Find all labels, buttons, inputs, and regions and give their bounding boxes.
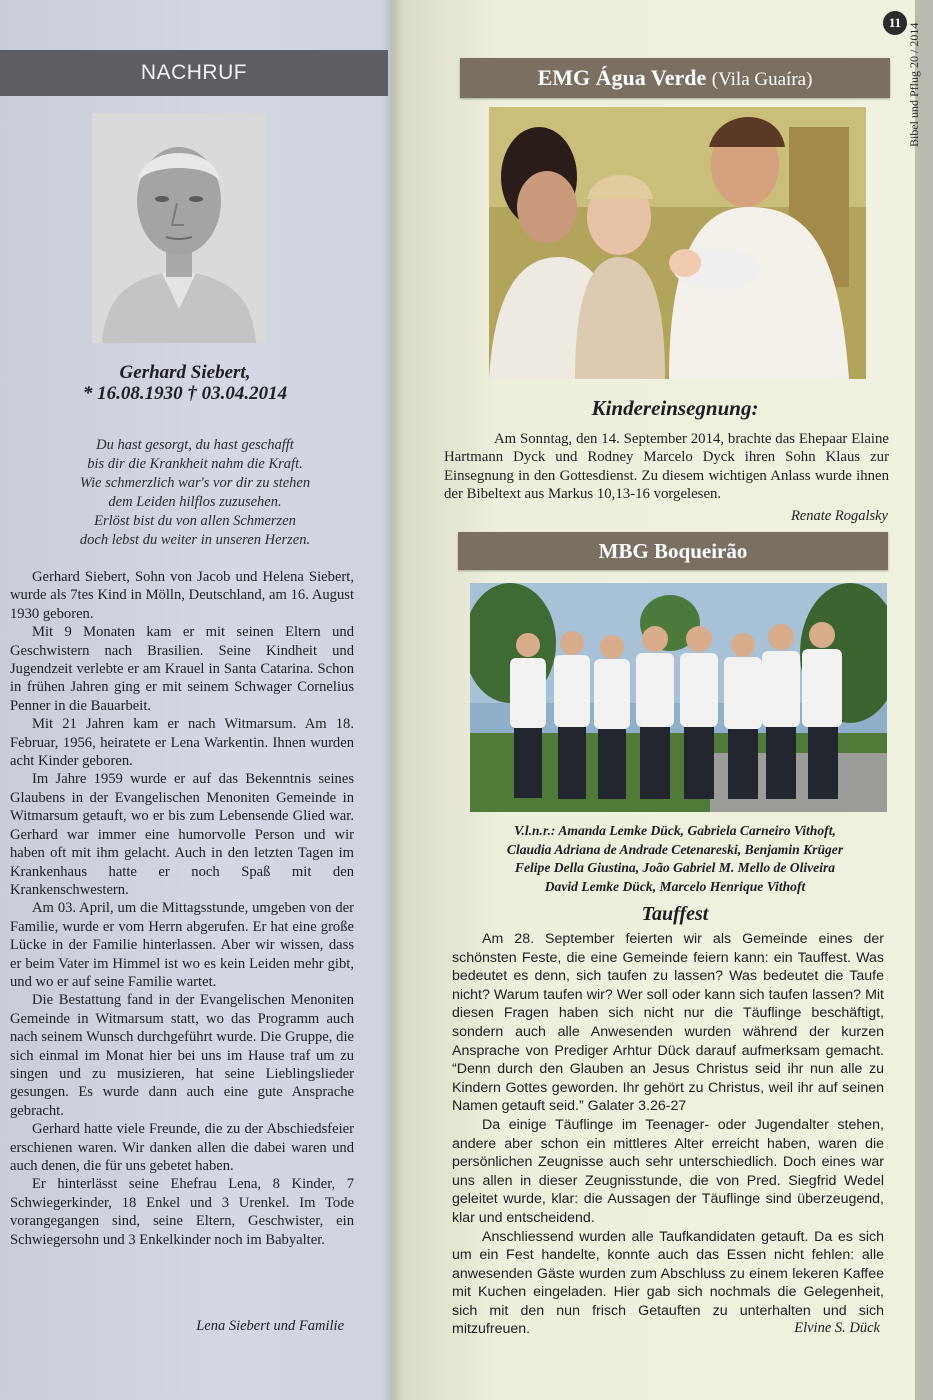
- obituary-paragraph: Die Bestattung fand in der Evangelischen Menoniten Gemeinde in Witmarsum statt, wo das Programm auch nach seinem Wunsch durchgeführt wurde. Die Gruppe, die sich einmal im Monat hier bei uns im Hause traf um zu singen und zu musizieren, hat seine Lieblingslieder gesungen. Es wurde dann auch eine gute Ansprache gebracht.: [10, 992, 354, 1119]
- photo-caption: [460, 822, 890, 896]
- running-head: Bibel und Pflug 20 / 2014: [907, 22, 921, 147]
- poem-line: Wie schmerzlich war's vor dir zu stehen: [79, 475, 311, 491]
- tauffest-paragraph: Da einige Täuflinge im Teenager- oder Jugendalter stehen, andere aber schon ein mittleres Alter erreicht haben, waren die persönlichen Zeugnisse auch sehr unterschiedlich. Doch eines war uns allen in dieser Zeugnisstunde, die von Pred. Siegfrid Wedel geleitet wurde, klar: die Aussagen der Täuflinge sind überzeugend, klar und entscheidend.: [452, 1116, 884, 1226]
- page-number-badge: 11: [883, 11, 907, 35]
- poem-line: dem Leiden hilflos zuzusehen.: [108, 494, 282, 510]
- deceased-dates: * 16.08.1930 † 03.04.2014: [82, 383, 288, 404]
- portrait-photo: [92, 113, 266, 343]
- obituary-signature: Lena Siebert und Familie: [196, 1318, 344, 1334]
- obituary-paragraph: Mit 9 Monaten kam er mit seinen Eltern und Geschwistern nach Brasilien. Seine Kindheit und Jugendzeit verlebte er am Krauel in Santa Catarina. Schon in frühen Jahren ging er mit seinem Schwager Cornelius Penner in die Bauarbeit.: [10, 624, 354, 714]
- family-image: [489, 107, 866, 379]
- page-edge: [915, 0, 933, 1400]
- poem-line: doch lebst du weiter in unseren Herzen.: [79, 532, 311, 548]
- section-title-sub: (Vila Guaíra): [711, 69, 813, 90]
- caption-line: David Lemke Dück, Marcelo Henrique Vithoft: [544, 878, 806, 894]
- obituary-paragraph: Er hinterlässt seine Ehefrau Lena, 8 Kinder, 7 Schwiegerkinder, 18 Enkel und 3 Urenkel. Im Tode vorangegangen sind, seine Eltern, Geschwister, ein Schwiegersohn und 3 Enkelkinder noch im Babyalter.: [10, 1176, 354, 1248]
- section-title-mbg: MBG Boqueirão: [458, 532, 888, 570]
- obituary-paragraph: Mit 21 Jahren kam er nach Witmarsum. Am 18. Februar, 1956, heiratete er Lena Warkentin. Ihnen wurden acht Kinder geboren.: [10, 716, 354, 770]
- section-title-main: EMG Água Verde: [537, 65, 707, 90]
- deceased-name: Gerhard Siebert,: [119, 362, 251, 383]
- spine-shadow: [382, 0, 404, 1400]
- kindereinsegnung-heading: Kindereinsegnung:: [591, 396, 759, 420]
- tauffest-paragraph: Am 28. September feierten wir als Gemeinde eines der schönsten Feste, die eine Gemeinde feiern kann: ein Tauffest. Was bedeutet es denn, sich taufen zu lassen? Was bedeutet die Taufe nicht? Warum taufen wir? Wer soll oder kann sich taufen lassen? Mit diesen Fragen haben sich nicht nur die Täuflinge beschäftigt, sondern auch alle Anwesenden wurden während der kurzen Ansprache von Prediger Arhtur Dück darauf aufmerksam gemacht. “Denn durch den Glauben an Jesus Christus seid ihr nun alle zu Kindern Gottes geworden. Ihr gehört zu Christus, weil ihr auf seinen Namen getauft seid.” Galater 3.26-27: [452, 931, 884, 1115]
- obituary-paragraph: Gerhard Siebert, Sohn von Jacob und Helena Siebert, wurde als 7tes Kind in Mölln, Deutschland, am 16. August 1930 geboren.: [10, 569, 354, 622]
- obituary-paragraph: Im Jahre 1959 wurde er auf das Bekenntnis seines Glaubens in der Evangelischen Menoniten Gemeinde in Witmarsum getauft, wo er bis zum Lebensende Glied war. Gerhard war immer eine humorvolle Person und wir haben oft mit ihm gelacht. Auch in den letzten Tagen im Krankenhaus hatte er noch Spaß mit den Krankenschwestern.: [10, 771, 354, 898]
- caption-line: V.l.n.r.: Amanda Lemke Dück, Gabriela Carneiro Vithoft,: [514, 823, 836, 838]
- caption-line: Felipe Della Giustina, João Gabriel M. Mello de Oliveira: [514, 860, 836, 875]
- obituary-text: [10, 568, 354, 1249]
- group-image: [470, 583, 887, 812]
- obituary-paragraph: Am 03. April, um die Mittagsstunde, umgeben von der Familie, wurde er vom Herrn abgerufen. Er hat eine große Lücke in der Familie hinterlassen. Aber wir wissen, dass er beim Vater im Himmel ist wo es kein Leiden mehr gibt, und wo er auf seine Familie wartet.: [10, 900, 354, 990]
- portrait-image: [92, 113, 266, 343]
- tauffest-text: [452, 930, 884, 1339]
- tauffest-heading: Tauffest: [641, 903, 709, 925]
- kindereinsegnung-text: [444, 430, 889, 504]
- caption-line: Claudia Adriana de Andrade Cetenareski, Benjamin Krüger: [506, 841, 844, 857]
- poem-line: bis dir die Krankheit nahm die Kraft.: [87, 456, 303, 472]
- memorial-poem: [20, 436, 370, 550]
- kindereinsegnung-paragraph: Am Sonntag, den 14. September 2014, brachte das Ehepaar Elaine Hartmann Dyck und Rodney Marcelo Dyck ihren Sohn Klaus zur Einsegnung in den Gottesdienst. Zu diesem wichtigen Anlass wurde ihnen der Bibeltext aus Markus 10,13-16 vorgelesen.: [444, 431, 889, 503]
- tauffest-paragraph: Anschliessend wurden alle Taufkandidaten getauft. Da es sich um ein Fest handelte, konnte auch das Essen nicht fehlen: alle anwesenden Gäste wurden zum Abschluss zu einem lekeren Kaffee mit Kuchen eingeladen. Hier gab sich nochmals die Gelegenheit, sich mit den nun frisch Getauften zu unterhalten und sich mitzufreuen.: [452, 1228, 884, 1338]
- obituary-paragraph: Gerhard hatte viele Freunde, die zu der Abschiedsfeier erschienen waren. Wir danken allen die dabei waren und auch denen, die für uns gebetet haben.: [10, 1121, 354, 1174]
- family-photo: [489, 107, 866, 379]
- kindereinsegnung-signature: Renate Rogalsky: [790, 508, 888, 524]
- tauffest-signature: Elvine S. Dück: [794, 1320, 880, 1336]
- poem-line: Erlöst bist du von allen Schmerzen: [94, 513, 296, 529]
- section-title-nachruf: NACHRUF: [0, 50, 388, 96]
- poem-line: Du hast gesorgt, du hast geschafft: [96, 437, 294, 453]
- baptism-group-photo: [470, 583, 887, 812]
- section-title-emg: [460, 58, 890, 98]
